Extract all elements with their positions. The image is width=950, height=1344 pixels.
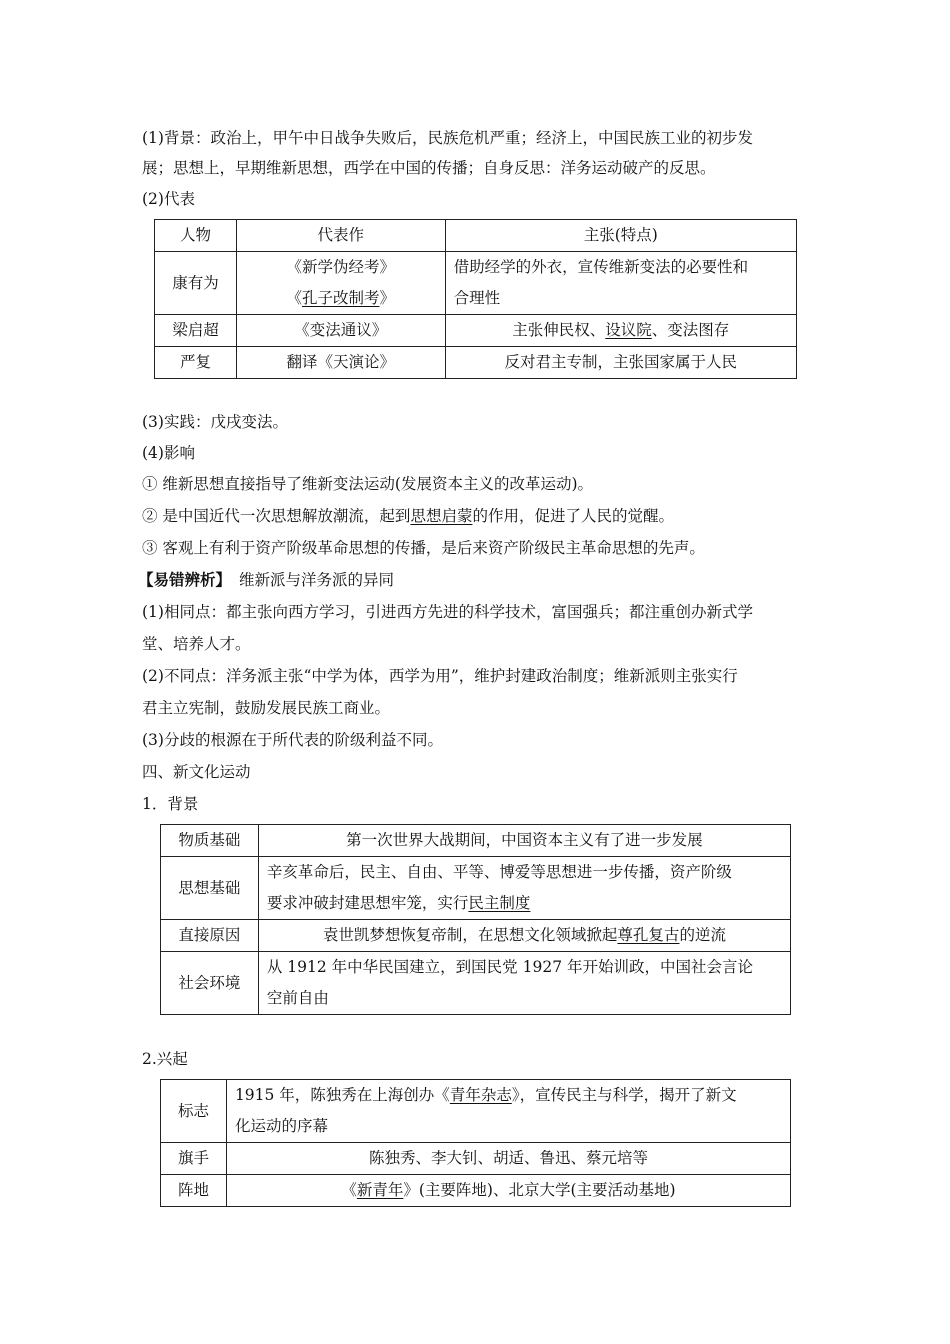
root-cause-paragraph: (3)分歧的根源在于所代表的阶级利益不同。	[142, 731, 443, 749]
work-cell: 翻译《天演论》	[236, 347, 445, 379]
background-table	[160, 824, 791, 1015]
content-text: 1915 年，陈独秀在上海创办《	[234, 1086, 450, 1104]
person-cell: 康有为	[155, 252, 237, 315]
work-title: 《新学伪经考》	[286, 258, 395, 276]
table-row	[161, 857, 791, 920]
row-content	[258, 920, 790, 952]
row-label: 直接原因	[161, 920, 259, 952]
row-label: 物质基础	[161, 825, 259, 857]
table-header-row	[155, 220, 797, 252]
work-cell	[236, 252, 445, 315]
row-content	[258, 857, 790, 920]
content-text: 袁世凯梦想恢复帝制，在思想文化领域掀起	[322, 926, 618, 944]
header-person: 人物	[155, 220, 237, 252]
underlined-key-term: 思想启蒙	[410, 507, 473, 525]
table-row	[155, 347, 797, 379]
table-row	[161, 1143, 791, 1175]
claim-text: 主张伸民权、	[512, 321, 606, 339]
row-label: 思想基础	[161, 857, 259, 920]
table-row	[161, 952, 791, 1015]
person-cell: 梁启超	[155, 315, 237, 347]
row-label: 阵地	[161, 1175, 227, 1207]
bracket-close: 》	[379, 289, 395, 307]
claim-text: 、变法图存	[651, 321, 730, 339]
content-text: 》(主要阵地)、北京大学(主要活动基地)	[403, 1181, 676, 1199]
impact-item-3: ③ 客观上有利于资产阶级革命思想的传播，是后来资产阶级民主革命思想的先声。	[142, 539, 705, 557]
impact-text: 的作用，促进了人民的觉醒。	[472, 507, 674, 525]
impact-heading: (4)影响	[142, 444, 195, 462]
claim-cell	[445, 252, 796, 315]
tip-label: 【易错辨析】	[138, 570, 232, 589]
bracket-open: 《	[286, 289, 302, 307]
impact-item-2	[142, 506, 674, 526]
table-row	[161, 825, 791, 857]
background-paragraph-line-1: (1)背景：政治上，甲午中日战争失败后，民族危机严重；经济上，中国民族工业的初步发	[142, 129, 753, 147]
underlined-key-term: 青年杂志	[449, 1086, 512, 1104]
difference-line-2: 君主立宪制，鼓励发展民族工商业。	[142, 699, 391, 717]
difference-line-1: (2)不同点：洋务派主张“中学为体，西学为用”，维护封建政治制度；维新派则主张实行	[142, 667, 738, 685]
underlined-key-term: 孔子改制考	[301, 289, 380, 307]
background-paragraph-line-2: 展；思想上，早期维新思想，西学在中国的传播；自身反思：洋务运动破产的反思。	[142, 159, 716, 177]
rise-table	[160, 1079, 791, 1207]
work-title	[245, 283, 437, 314]
underlined-key-term: 设议院	[605, 321, 652, 339]
row-content	[226, 1175, 790, 1207]
claim-line: 借助经学的外衣，宣传维新变法的必要性和	[453, 258, 749, 276]
row-content	[226, 1080, 790, 1143]
claim-cell: 反对君主专制，主张国家属于人民	[445, 347, 796, 379]
content-line: 辛亥革命后，民主、自由、平等、博爱等思想进一步传播，资产阶级	[266, 863, 732, 881]
impact-text: ② 是中国近代一次思想解放潮流，起到	[142, 507, 411, 525]
table-row	[155, 315, 797, 347]
similarity-line-1: (1)相同点：都主张向西方学习，引进西方先进的科学技术，富国强兵；都注重创办新式学	[142, 603, 753, 621]
underlined-key-term: 新青年	[356, 1181, 404, 1199]
row-content: 第一次世界大战期间，中国资本主义有了进一步发展	[258, 825, 790, 857]
tip-heading	[138, 570, 394, 590]
content-text: 《	[341, 1181, 357, 1199]
section-heading-new-culture: 四、新文化运动	[142, 763, 251, 781]
subheading-rise: 2.兴起	[142, 1050, 188, 1068]
similarity-line-2: 堂、培养人才。	[142, 635, 251, 653]
representatives-table	[154, 219, 797, 379]
row-content	[258, 952, 790, 1015]
header-claim: 主张(特点)	[445, 220, 796, 252]
content-text: 要求冲破封建思想牢笼，实行	[266, 894, 469, 912]
practice-paragraph: (3)实践：戊戌变法。	[142, 413, 288, 431]
row-label: 标志	[161, 1080, 227, 1143]
table-row	[161, 920, 791, 952]
header-work: 代表作	[236, 220, 445, 252]
content-line: 空前自由	[266, 989, 329, 1007]
content-line: 从 1912 年中华民国建立，到国民党 1927 年开始训政，中国社会言论	[266, 958, 753, 976]
row-label: 旗手	[161, 1143, 227, 1175]
representatives-heading: (2)代表	[142, 190, 195, 208]
table-row	[161, 1175, 791, 1207]
person-cell: 严复	[155, 347, 237, 379]
content-text: 》，宣传民主与科学，揭开了新文	[511, 1086, 737, 1104]
claim-line: 合理性	[453, 289, 501, 307]
subheading-background: 1．背景	[142, 795, 199, 813]
content-line	[267, 888, 782, 919]
claim-cell	[445, 315, 796, 347]
underlined-key-term: 尊孔复古	[617, 926, 680, 944]
work-cell: 《变法通议》	[236, 315, 445, 347]
table-row	[155, 252, 797, 315]
row-label: 社会环境	[161, 952, 259, 1015]
table-row	[161, 1080, 791, 1143]
tip-title: 维新派与洋务派的异同	[239, 571, 395, 589]
content-line: 化运动的序幕	[234, 1117, 328, 1135]
row-content: 陈独秀、李大钊、胡适、鲁迅、蔡元培等	[226, 1143, 790, 1175]
impact-item-1: ① 维新思想直接指导了维新变法运动(发展资本主义的改革运动)。	[142, 475, 594, 493]
content-text: 的逆流	[679, 926, 726, 944]
content-line	[235, 1080, 782, 1111]
underlined-key-term: 民主制度	[468, 894, 531, 912]
